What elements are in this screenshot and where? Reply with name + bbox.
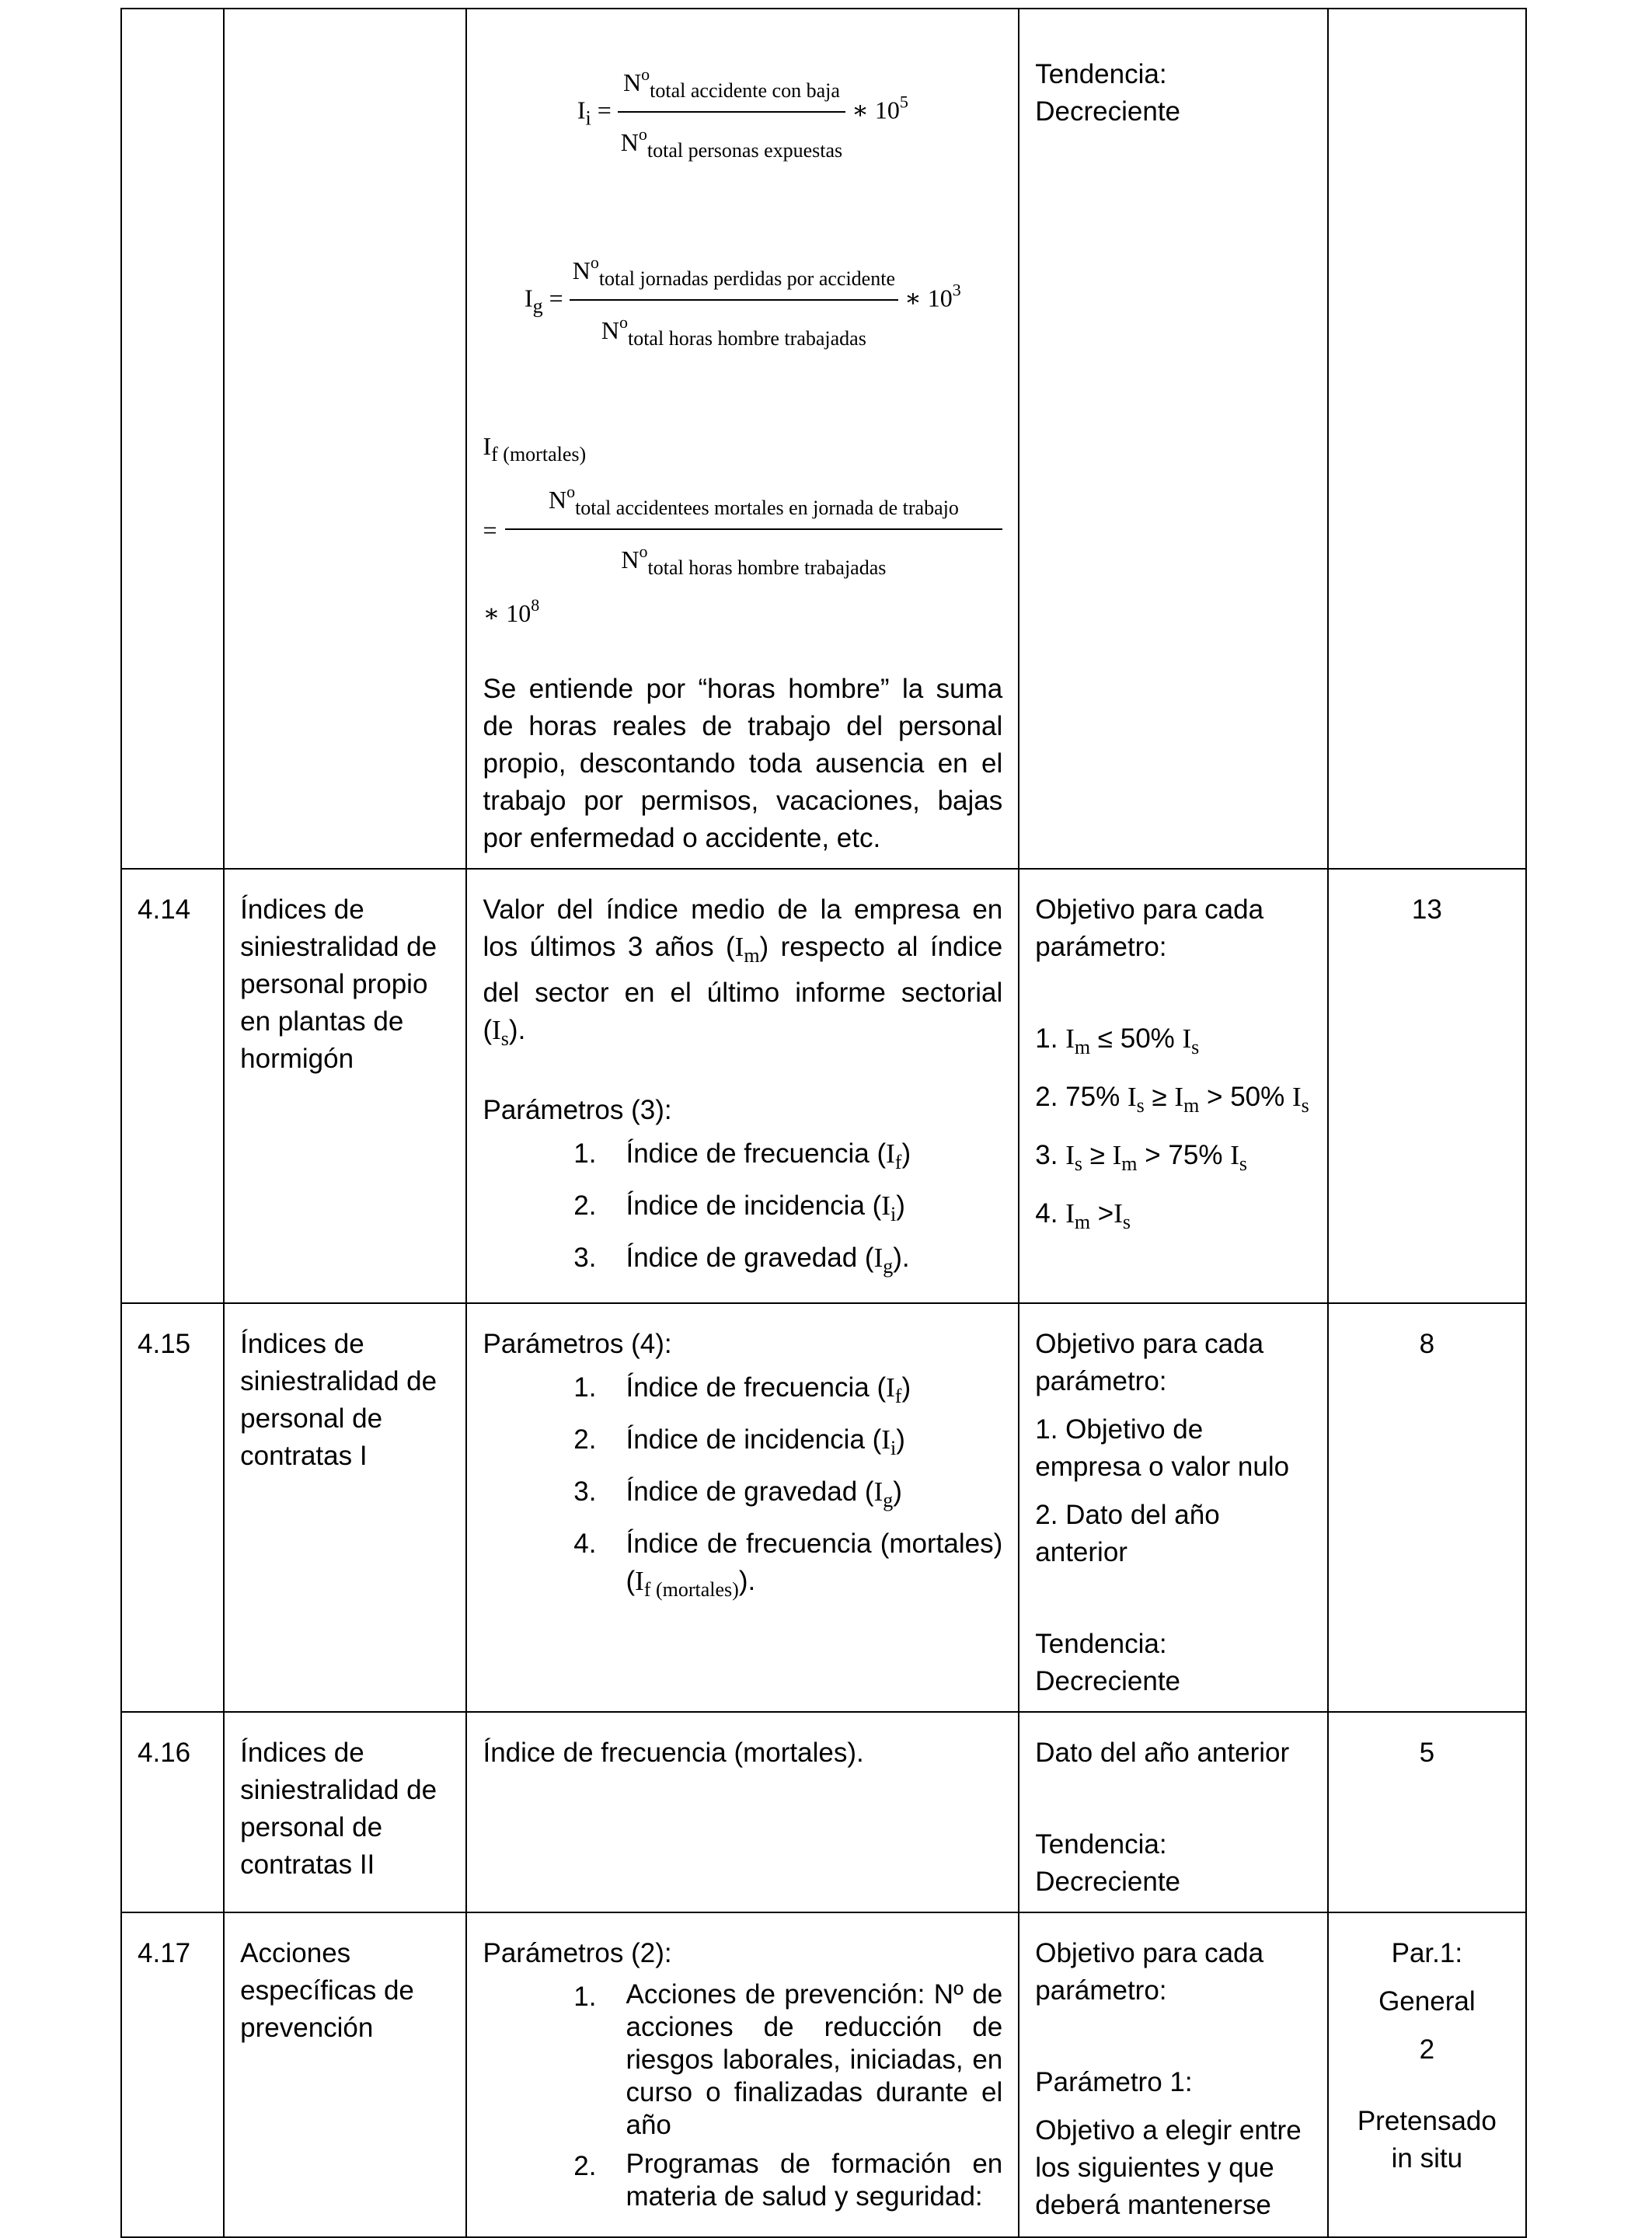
- criteria-table: [120, 8, 1527, 2238]
- table-row: [121, 9, 1526, 869]
- table-row: [121, 1912, 1526, 2237]
- row-objective: Tendencia: Decreciente: [1019, 9, 1327, 869]
- row-objective: Objetivo para cada parámetro: 1. $I_m \le 50\%$ $I_s$ 2. 75% $I_s \ge I_m > 50\%$ $I_s$ 3. $I_s \ge I_m > 75\%$ $I_s$ 4. $I_m >I_s$: [1019, 869, 1327, 1303]
- row-id: 4.16: [121, 1712, 224, 1912]
- row-objective: Objetivo para cada parámetro: 1. Objetivo de empresa o valor nulo 2. Dato del año anterior Tendencia: Decreciente: [1019, 1303, 1327, 1712]
- row-points: [1328, 9, 1526, 869]
- row-points: 8: [1328, 1303, 1526, 1712]
- params-title: Parámetros (4):: [483, 1329, 672, 1359]
- row-description: [466, 1912, 1019, 2237]
- params-title: Parámetros (3):: [483, 1095, 672, 1125]
- row-description: Valor del índice medio de la empresa en los últimos 3 años $(I_m)$ respecto al índice del sector en el último informe sectorial $(I_s)$. Parámetros (3): 1. Índice de frecuencia $(I_f)$ 2. Índice de incidencia $(I_i)$ 3. Índice de gravedad $(I_g)$.: [466, 869, 1019, 1303]
- list-item: 1. Índice de frecuencia $(I_f)$: [573, 1372, 911, 1407]
- row-id: 4.17: [121, 1912, 224, 2237]
- params-list: [483, 1978, 1002, 2213]
- row-name: Acciones específicas de prevención: [224, 1912, 466, 2237]
- objective-item: 1. $I_m \le 50\%$ $I_s$: [1035, 1023, 1200, 1058]
- list-item: 2. Índice de incidencia $(I_i)$: [573, 1424, 905, 1459]
- row-points: 5: [1328, 1712, 1526, 1912]
- row-id: 4.14: [121, 869, 224, 1303]
- list-item: 1. Índice de frecuencia $(I_f)$: [573, 1138, 911, 1173]
- row-description: Índice de frecuencia (mortales).: [466, 1712, 1019, 1912]
- list-item: 2. Índice de incidencia $(I_i)$: [573, 1190, 905, 1225]
- list-item: 3. Índice de gravedad $(I_g)$: [573, 1476, 902, 1511]
- params-list: [483, 1135, 1002, 1285]
- formula-fatal-frequency: $I_{f (mortales)}$ = $\frac{N^o_{total accidentees mortales en jornada de trabajo}}{N^o_{total horas hombre trabajadas}}$ ∗ $10^8$: [483, 427, 1002, 632]
- list-item: 2. Programas de formación en materia de salud y seguridad:: [573, 2149, 1003, 2212]
- objective-item: 3. $I_s \ge I_m > 75\%$ $I_s$: [1035, 1140, 1247, 1175]
- formula-severity: $I_g$ = $\frac{N^o_{total jornadas perdidas por accidente}}{N^o_{total horas hombre trabajadas}}$ ∗ $10^3$: [483, 244, 1002, 357]
- list-item: 3. Índice de gravedad $(I_g)$.: [573, 1243, 910, 1278]
- objective-item: 1. Objetivo de empresa o valor nulo: [1035, 1414, 1290, 1482]
- row-name: Índices de siniestralidad de personal de contratas I: [224, 1303, 466, 1712]
- params-title: Parámetros (2):: [483, 1938, 672, 1968]
- note-man-hours: Se entiende por “horas hombre” la suma de horas reales de trabajo del personal propio, descontando toda ausencia en el trabajo por permisos, vacaciones, bajas por enfermedad o accidente, etc.: [483, 674, 1003, 853]
- objective-item: 4. $I_m >I_s$: [1035, 1198, 1131, 1233]
- row-points: 13: [1328, 869, 1526, 1303]
- row-name: [224, 9, 466, 869]
- row-name: Índices de siniestralidad de personal propio en plantas de hormigón: [224, 869, 466, 1303]
- row-description: [466, 1303, 1019, 1712]
- row-id: 4.15: [121, 1303, 224, 1712]
- row-name: Índices de siniestralidad de personal de contratas II: [224, 1712, 466, 1912]
- row-points: Par.1: General 2 Pretensado in situ: [1328, 1912, 1526, 2237]
- objective-item: 2. 75% $I_s \ge I_m > 50\%$ $I_s$: [1035, 1082, 1309, 1117]
- params-list: [483, 1369, 1002, 1609]
- row-objective: Dato del año anterior Tendencia: Decreciente: [1019, 1712, 1327, 1912]
- row-objective: Objetivo para cada parámetro: Parámetro 1: Objetivo a elegir entre los siguientes y que deberá mantenerse: [1019, 1912, 1327, 2237]
- table-row: [121, 869, 1526, 1303]
- objective-item: 2. Dato del año anterior: [1035, 1500, 1220, 1567]
- table-row: [121, 1712, 1526, 1912]
- table-row: [121, 1303, 1526, 1712]
- formula-incidence: $I_i$ = $\frac{N^o_{total accidente con baja}}{N^o_{total personas expuestas}}$ ∗ $10^5$: [483, 56, 1002, 169]
- row-description: [466, 9, 1019, 869]
- row-id: [121, 9, 224, 869]
- list-item: 4. Índice de frecuencia (mortales) $(I_{f (mortales)})$.: [573, 1529, 1003, 1601]
- list-item: 1. Acciones de prevención: Nº de acciones de reducción de riesgos laborales, iniciadas, en curso o finalizadas durante el año: [573, 1979, 1003, 2140]
